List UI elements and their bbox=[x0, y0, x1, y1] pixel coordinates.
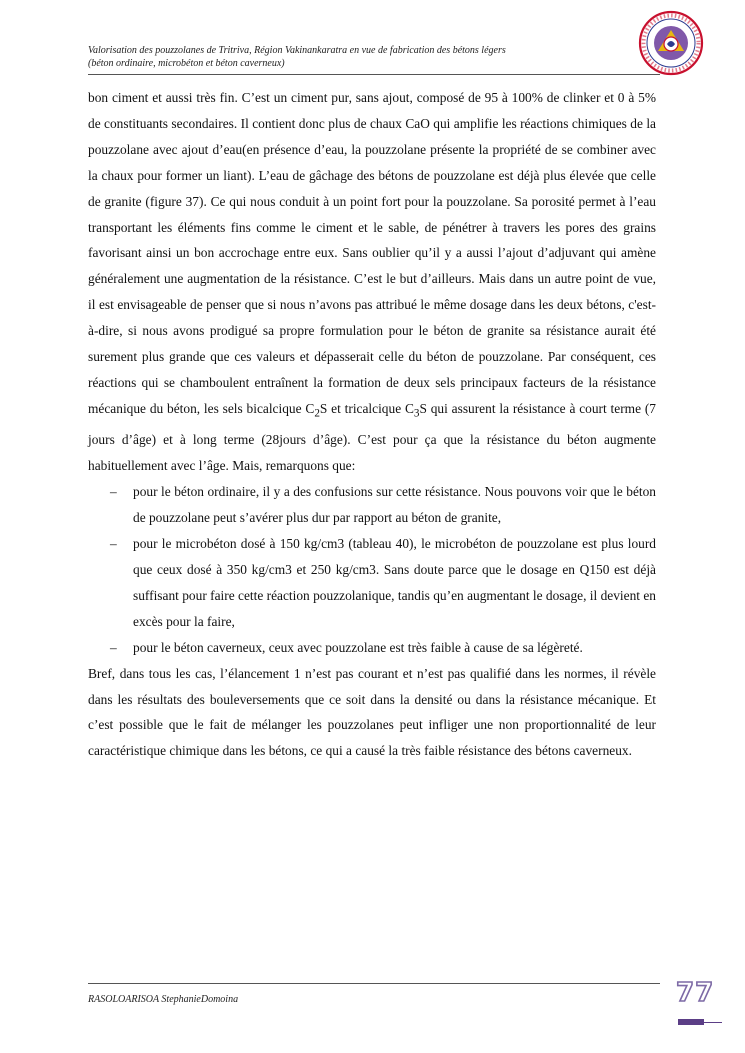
list-item-text: pour le microbéton dosé à 150 kg/cm3 (tableau 40), le microbéton de pouzzolane est plus lourd que ceux dosé à 350 kg/cm3 et 250 kg/cm3. Sans doute parce que le dosage en Q150 est déjà suffisant pour faire cette réaction pouzzolanique, tandis qu’en augmentant le dosage, il devient en excès pour la faire, bbox=[133, 536, 656, 629]
main-text bbox=[88, 85, 656, 764]
dash-bullet: – bbox=[110, 484, 117, 500]
paragraph-1-part-c: S qui assurent la résistance à court terme (7 jours d’âge) et à long terme (28jours d’âge). C’est pour ça que la résistance du béton augmente habituellement avec l’âge. Mais, remarquons que: bbox=[88, 400, 656, 474]
list-item bbox=[88, 635, 656, 661]
list-item bbox=[88, 531, 656, 635]
paragraph-1 bbox=[88, 85, 656, 479]
footer-divider bbox=[88, 983, 660, 984]
dash-bullet: – bbox=[110, 639, 117, 655]
list-item bbox=[88, 479, 656, 531]
list-item-text: pour le béton caverneux, ceux avec pouzzolane est très faible à cause de sa légèreté. bbox=[133, 639, 583, 655]
remarks-list bbox=[88, 479, 656, 660]
subscript-2: 2 bbox=[314, 407, 320, 420]
dash-bullet: – bbox=[110, 536, 117, 552]
author-name: RASOLOARISOA StephanieDomoina bbox=[88, 994, 239, 1005]
page-number-bar bbox=[678, 1019, 704, 1025]
paragraph-1-part-b: S et tricalcique C bbox=[319, 400, 414, 416]
list-item-text: pour le béton ordinaire, il y a des confusions sur cette résistance. Nous pouvons voir que le béton de pouzzolane peut s’avérer plus dur par rapport au béton de granite, bbox=[133, 484, 656, 526]
paragraph-1-part-a: bon ciment et aussi très fin. C’est un ciment pur, sans ajout, composé de 95 à 100% de clinker et 0 à 5% de constituants secondaires. Il contient donc plus de chaux CaO qui amplifie les réactions chimiques de la pouzzolane avec ajout d’eau(en présence d’eau, la pouzzolane présente la propriété de se combiner avec la chaux pour former un liant). L’eau de gâchage des bétons de pouzzolane est déjà plus élevée que celle de granite (figure 37). Ce qui nous conduit à un point fort pour la pouzzolane. Sa porosité permet à l’eau transportant les éléments fins comme le ciment et le sable, de pénétrer à travers les pores des grains favorisant ainsi un bon accrochage entre eux. Sans oublier qu’il y a aussi l’ajout d’adjuvant qui amène généralement une augmentation de la résistance. C’est le but d’ailleurs. Mais dans un autre point de vue, il est envisageable de penser que si nous n’avons pas attribué le même dosage dans les deux bétons, c'est-à-dire, si nous avons prodigué sa propre formulation pour le béton de granite sa résistance aurait été surement plus grande que ces valeurs et dépasserait celle du béton de pouzzolane. Par conséquent, ces réactions qui se chamboulent entraînent la formation de deux sels principaux facteurs de la résistance mécanique du béton, les sels bicalcique C bbox=[88, 90, 656, 416]
faculty-seal-logo bbox=[638, 10, 704, 76]
page-number-underline bbox=[704, 1022, 722, 1023]
header-subtitle-line: (béton ordinaire, microbéton et béton caverneux) bbox=[88, 58, 285, 69]
running-header bbox=[88, 44, 608, 70]
header-title-line: Valorisation des pouzzolanes de Tritriva, Région Vakinankaratra en vue de fabrication des bétons légers bbox=[88, 45, 506, 56]
page-number: 77 bbox=[676, 978, 715, 1008]
header-divider bbox=[88, 74, 660, 75]
subscript-3: 3 bbox=[413, 407, 420, 420]
paragraph-2: Bref, dans tous les cas, l’élancement 1 n’est pas courant et n’est pas qualifié dans les normes, il révèle dans les résultats des bouleversements que ce soit dans la densité ou dans la résistance mécanique. Et c’est possible que le fait de mélanger les pouzzolanes peut infliger une non proportionnalité de leur caractéristique chimique dans les bétons, ce qui a causé la très faible résistance des bétons caverneux. bbox=[88, 665, 656, 759]
